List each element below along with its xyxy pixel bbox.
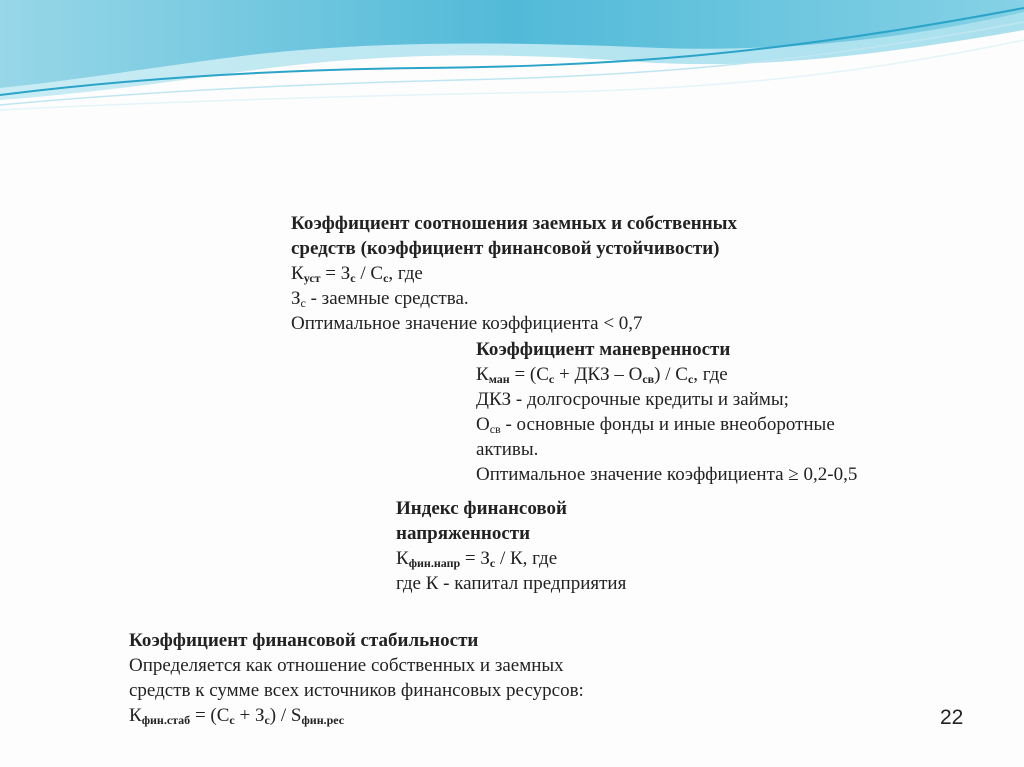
financial-stability-title: Коэффициент финансовой стабильности — [129, 630, 479, 651]
slide-number: 22 — [940, 706, 964, 729]
financial-tension-formula: $К_{фин.напр} = З_с / К$, где — [396, 548, 558, 570]
maneuverability-title: Коэффициент маневренности — [476, 339, 731, 360]
maneuverability-optimal: Оптимальное значение коэффициента ≥ 0,2-0,5 — [476, 464, 858, 485]
maneuverability-def-osv-cont: активы. — [476, 439, 539, 460]
financial-tension-block — [396, 496, 626, 596]
leverage-ratio-optimal: Оптимальное значение коэффициента < 0,7 — [291, 313, 643, 334]
financial-stability-formula: $К_{фин.стаб} = (С_с + З_с) / S_{фин.рес}$ — [129, 705, 345, 727]
maneuverability-def-osv: $О_{св}$ - основные фонды и иные внеоборотные — [476, 414, 835, 436]
leverage-ratio-block — [291, 211, 737, 336]
leverage-ratio-title-cont: средств (коэффициент финансовой устойчивости) — [291, 238, 720, 259]
financial-tension-title-cont: напряженности — [396, 523, 531, 544]
leverage-ratio-formula: $К_{уст} = З_с / С_с$, где — [291, 263, 423, 285]
maneuverability-def-dkz: ДКЗ - долгосрочные кредиты и займы; — [476, 389, 789, 410]
financial-tension-title: Индекс финансовой — [396, 498, 567, 519]
maneuverability-ratio-block — [476, 337, 857, 487]
leverage-ratio-definition: $З_с$ - заемные средства. — [291, 288, 469, 310]
maneuverability-formula: $К_{ман} = (С_с$ + ДКЗ – $О_{св}) / С_с$, где — [476, 364, 728, 386]
financial-stability-desc: Определяется как отношение собственных и заемных — [129, 655, 564, 676]
header-wave-decoration — [0, 0, 1024, 120]
financial-stability-block — [129, 628, 584, 728]
financial-tension-definition: где К - капитал предприятия — [396, 573, 627, 594]
financial-stability-desc-cont: средств к сумме всех источников финансовых ресурсов: — [129, 680, 584, 701]
leverage-ratio-title: Коэффициент соотношения заемных и собственных — [291, 213, 737, 234]
